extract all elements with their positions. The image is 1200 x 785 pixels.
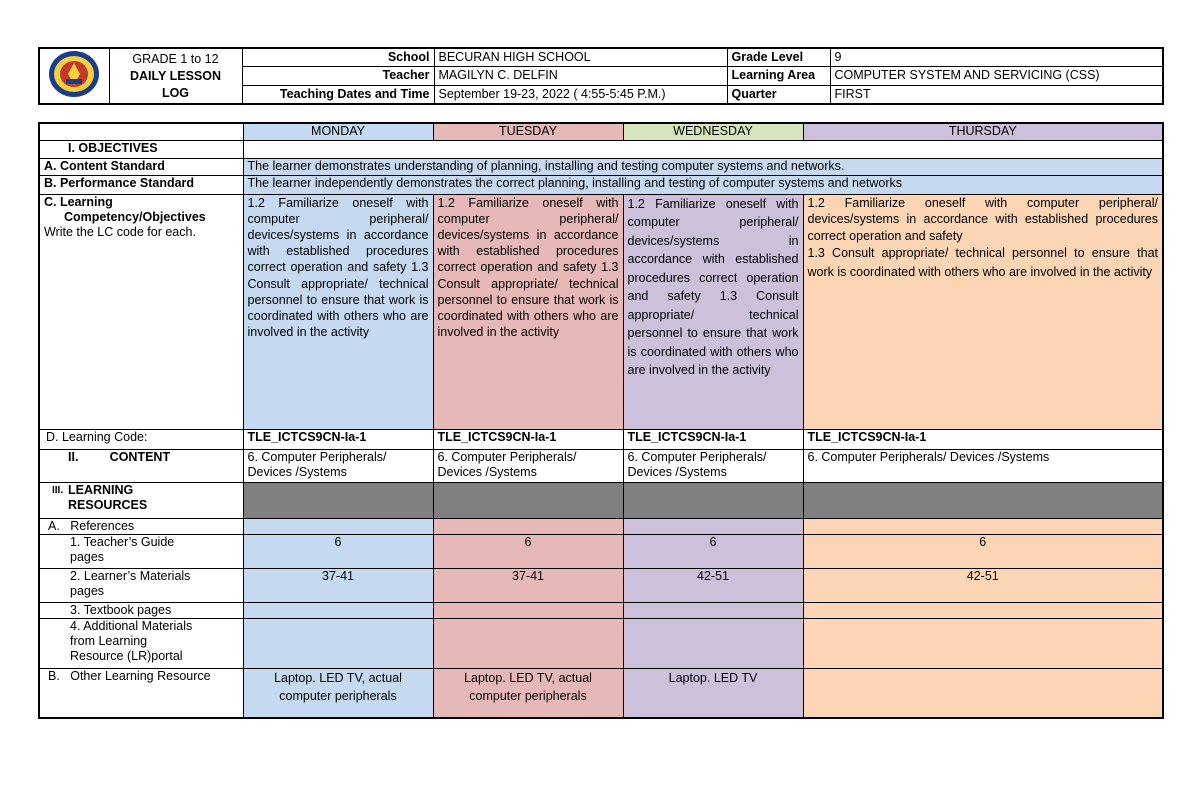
learners-materials-label: 2. Learner’s Materials pages (39, 568, 243, 602)
doc-title: GRADE 1 to 12 DAILY LESSON LOG (109, 48, 242, 104)
learning-code-tuesday: TLE_ICTCS9CN-Ia-1 (433, 429, 623, 449)
teacher-value: MAGILYN C. DELFIN (434, 67, 727, 85)
content-label: II. CONTENT (39, 449, 243, 482)
day-header-tuesday: TUESDAY (433, 123, 623, 140)
references-monday (243, 518, 433, 534)
textbook-pages-label: 3. Textbook pages (39, 602, 243, 618)
references-tuesday (433, 518, 623, 534)
teacher-label: Teacher (242, 67, 434, 85)
teachers-guide-label: 1. Teacher’s Guide pages (39, 534, 243, 568)
teaching-dates-label: Teaching Dates and Time (242, 85, 434, 104)
resources-grey-thursday (803, 482, 1163, 518)
objectives-heading: I. OBJECTIVES (39, 140, 243, 158)
logo-cell (39, 48, 109, 104)
competency-thursday: 1.2 Familiarize oneself with computer peripheral/ devices/systems in accordance with established procedures correct operation and safety 1.3 Consult appropriate/ technical personnel to ensure that work is coordinated with others who are involved in the activity (803, 194, 1163, 429)
day-header-thursday: THURSDAY (803, 123, 1163, 140)
objectives-blank (243, 140, 1163, 158)
additional-materials-label: 4. Additional Materials from Learning Resource (LR)portal (39, 618, 243, 668)
textbook-monday (243, 602, 433, 618)
school-value: BECURAN HIGH SCHOOL (434, 48, 727, 67)
performance-standard-text: The learner independently demonstrates the correct planning, installing and testing of computer systems and networks (243, 175, 1163, 194)
additional-materials-wednesday (623, 618, 803, 668)
content-tuesday: 6. Computer Peripherals/ Devices /Systems (433, 449, 623, 482)
quarter-value: FIRST (830, 85, 1163, 104)
content-standard-text: The learner demonstrates understanding of planning, installing and testing computer systems and networks. (243, 158, 1163, 175)
references-wednesday (623, 518, 803, 534)
references-thursday (803, 518, 1163, 534)
other-resources-tuesday: Laptop. LED TV, actual computer peripherals (433, 668, 623, 718)
competency-monday: 1.2 Familiarize oneself with computer peripheral/ devices/systems in accordance with established procedures correct operation and safety 1.3 Consult appropriate/ technical personnel to ensure that work is coordinated with others who are involved in the activity (243, 194, 433, 429)
other-resources-thursday (803, 668, 1163, 718)
grade-level-value: 9 (830, 48, 1163, 67)
learning-resources-label: III. LEARNING RESOURCES (39, 482, 243, 518)
additional-materials-tuesday (433, 618, 623, 668)
lesson-log-table (38, 122, 1164, 719)
other-resources-label: B. Other Learning Resource (39, 668, 243, 718)
other-resources-wednesday: Laptop. LED TV (623, 668, 803, 718)
teachers-guide-wednesday: 6 (623, 534, 803, 568)
competency-tuesday: 1.2 Familiarize oneself with computer peripheral/ devices/systems in accordance with established procedures correct operation and safety 1.3 Consult appropriate/ technical personnel to ensure that work is coordinated with others who are involved in the activity (433, 194, 623, 429)
learners-materials-thursday: 42-51 (803, 568, 1163, 602)
learning-area-label: Learning Area (727, 67, 830, 85)
header-table (38, 47, 1164, 105)
other-resources-monday: Laptop. LED TV, actual computer peripherals (243, 668, 433, 718)
competency-wednesday: 1.2 Familiarize oneself with computer peripheral/ devices/systems in accordance with established procedures correct operation and safety 1.3 Consult appropriate/ technical personnel to ensure that work is coordinated with others who are involved in the activity (623, 194, 803, 429)
learning-code-thursday: TLE_ICTCS9CN-Ia-1 (803, 429, 1163, 449)
learning-code-monday: TLE_ICTCS9CN-Ia-1 (243, 429, 433, 449)
deped-seal-logo-icon (47, 49, 101, 99)
textbook-wednesday (623, 602, 803, 618)
additional-materials-monday (243, 618, 433, 668)
performance-standard-label: B. Performance Standard (39, 175, 243, 194)
quarter-label: Quarter (727, 85, 830, 104)
learning-area-value: COMPUTER SYSTEM AND SERVICING (CSS) (830, 67, 1163, 85)
teaching-dates-value: September 19-23, 2022 ( 4:55-5:45 P.M.) (434, 85, 727, 104)
learning-code-label: D. Learning Code: (39, 429, 243, 449)
content-wednesday: 6. Computer Peripherals/ Devices /Systems (623, 449, 803, 482)
learners-materials-wednesday: 42-51 (623, 568, 803, 602)
grade-level-label: Grade Level (727, 48, 830, 67)
corner-cell (39, 123, 243, 140)
teachers-guide-thursday: 6 (803, 534, 1163, 568)
resources-grey-wednesday (623, 482, 803, 518)
content-monday: 6. Computer Peripherals/ Devices /Systems (243, 449, 433, 482)
references-label: A. References (39, 518, 243, 534)
textbook-tuesday (433, 602, 623, 618)
learning-competency-label: C. Learning Competency/Objectives Write the LC code for each. (39, 194, 243, 429)
content-thursday: 6. Computer Peripherals/ Devices /Systems (803, 449, 1163, 482)
day-header-wednesday: WEDNESDAY (623, 123, 803, 140)
content-standard-label: A. Content Standard (39, 158, 243, 175)
school-label: School (242, 48, 434, 67)
additional-materials-thursday (803, 618, 1163, 668)
learners-materials-monday: 37-41 (243, 568, 433, 602)
day-header-monday: MONDAY (243, 123, 433, 140)
resources-grey-tuesday (433, 482, 623, 518)
learners-materials-tuesday: 37-41 (433, 568, 623, 602)
learning-code-wednesday: TLE_ICTCS9CN-Ia-1 (623, 429, 803, 449)
resources-grey-monday (243, 482, 433, 518)
teachers-guide-monday: 6 (243, 534, 433, 568)
textbook-thursday (803, 602, 1163, 618)
teachers-guide-tuesday: 6 (433, 534, 623, 568)
